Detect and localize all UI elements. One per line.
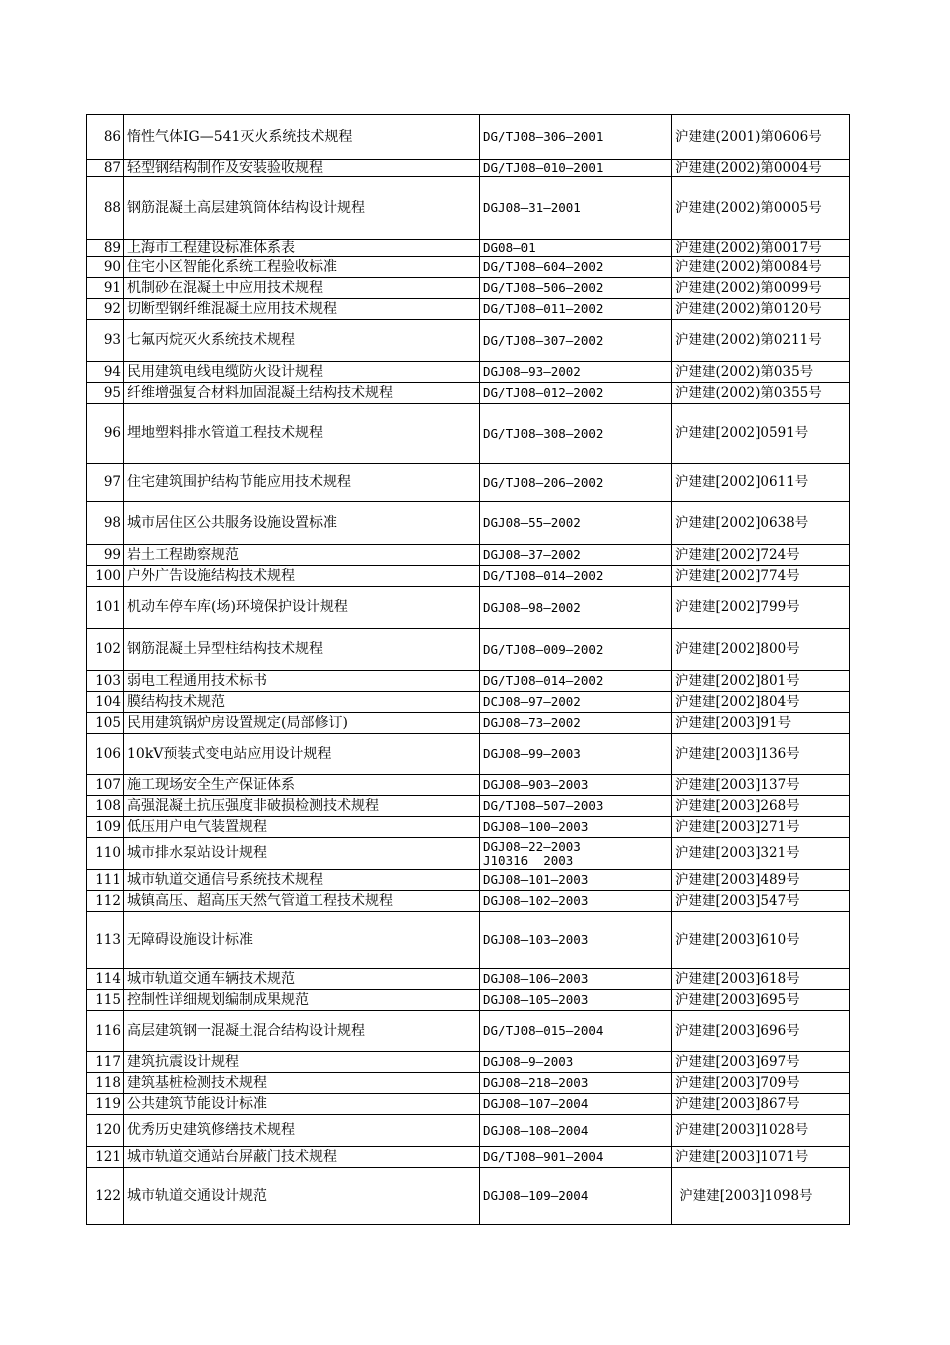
table-row xyxy=(87,671,850,692)
standard-code: DGJ08—9—2003 xyxy=(480,1052,672,1073)
approval-document-number: 沪建建[2002]774号 xyxy=(672,566,850,587)
standard-code: DGJ08—106—2003 xyxy=(480,969,672,990)
standard-code: DGJ08—103—2003 xyxy=(480,912,672,969)
standard-code: DG/TJ08—206—2002 xyxy=(480,464,672,502)
approval-document-number: 沪建建[2003]1098号 xyxy=(672,1168,850,1225)
standard-name: 七氟丙烷灭火系统技术规程 xyxy=(124,320,480,362)
row-number: 111 xyxy=(87,870,124,891)
approval-document-number: 沪建建(2002)第0017号 xyxy=(672,240,850,257)
row-number: 112 xyxy=(87,891,124,912)
standard-name: 钢筋混凝土异型柱结构技术规程 xyxy=(124,629,480,671)
approval-document-number: 沪建建[2003]91号 xyxy=(672,713,850,734)
standard-name: 高层建筑钢一混凝土混合结构设计规程 xyxy=(124,1011,480,1052)
approval-document-number: 沪建建[2003]547号 xyxy=(672,891,850,912)
row-number: 110 xyxy=(87,838,124,870)
standard-code: DG08—01 xyxy=(480,240,672,257)
table-row xyxy=(87,502,850,545)
row-number: 96 xyxy=(87,404,124,464)
approval-document-number: 沪建建[2003]709号 xyxy=(672,1073,850,1094)
standard-name: 弱电工程通用技术标书 xyxy=(124,671,480,692)
standard-name: 城市居住区公共服务设施设置标准 xyxy=(124,502,480,545)
standard-name: 埋地塑料排水管道工程技术规程 xyxy=(124,404,480,464)
table-row xyxy=(87,362,850,383)
approval-document-number: 沪建建[2002]804号 xyxy=(672,692,850,713)
standard-code: DGJ08—37—2002 xyxy=(480,545,672,566)
standard-name: 民用建筑锅炉房设置规定(局部修订) xyxy=(124,713,480,734)
standard-code: DGJ08—101—2003 xyxy=(480,870,672,891)
table-row xyxy=(87,838,850,870)
table-row xyxy=(87,278,850,299)
standard-code: DG/TJ08—011—2002 xyxy=(480,299,672,320)
standard-code: DG/TJ08—009—2002 xyxy=(480,629,672,671)
approval-document-number: 沪建建[2003]321号 xyxy=(672,838,850,870)
approval-document-number: 沪建建[2003]136号 xyxy=(672,734,850,775)
row-number: 117 xyxy=(87,1052,124,1073)
table-row xyxy=(87,566,850,587)
standard-name: 控制性详细规划编制成果规范 xyxy=(124,990,480,1011)
standard-name: 轻型钢结构制作及安装验收规程 xyxy=(124,160,480,177)
table-row xyxy=(87,990,850,1011)
approval-document-number: 沪建建(2002)第0004号 xyxy=(672,160,850,177)
table-row xyxy=(87,464,850,502)
table-row xyxy=(87,257,850,278)
standard-record-code: J10316 2003 xyxy=(483,852,574,868)
standard-code: DGJ08—100—2003 xyxy=(480,817,672,838)
approval-document-number: 沪建建[2003]489号 xyxy=(672,870,850,891)
row-number: 94 xyxy=(87,362,124,383)
standard-code: DG/TJ08—014—2002 xyxy=(480,671,672,692)
row-number: 116 xyxy=(87,1011,124,1052)
standard-code: DG/TJ08—308—2002 xyxy=(480,404,672,464)
table-row xyxy=(87,1115,850,1147)
table-row xyxy=(87,404,850,464)
standard-code: DGJ08—108—2004 xyxy=(480,1115,672,1147)
approval-document-number: 沪建建(2002)第0355号 xyxy=(672,383,850,404)
standard-code: DGJ08—109—2004 xyxy=(480,1168,672,1225)
approval-document-number: 沪建建[2003]271号 xyxy=(672,817,850,838)
standard-name: 纤维增强复合材料加固混凝土结构技术规程 xyxy=(124,383,480,404)
row-number: 103 xyxy=(87,671,124,692)
standard-name: 民用建筑电线电缆防火设计规程 xyxy=(124,362,480,383)
approval-document-number: 沪建建[2003]697号 xyxy=(672,1052,850,1073)
table-row xyxy=(87,383,850,404)
standard-code: DGJ08—107—2004 xyxy=(480,1094,672,1115)
approval-document-number: 沪建建[2003]696号 xyxy=(672,1011,850,1052)
standard-name: 上海市工程建设标准体系表 xyxy=(124,240,480,257)
standard-code: DGJ08—93—2002 xyxy=(480,362,672,383)
standard-name: 城市轨道交通站台屏蔽门技术规程 xyxy=(124,1147,480,1168)
standard-name: 城市轨道交通设计规范 xyxy=(124,1168,480,1225)
table-row xyxy=(87,870,850,891)
standards-table-body xyxy=(87,115,850,1225)
standard-name: 惰性气体IG—541灭火系统技术规程 xyxy=(124,115,480,160)
row-number: 97 xyxy=(87,464,124,502)
row-number: 122 xyxy=(87,1168,124,1225)
approval-document-number: 沪建建[2003]867号 xyxy=(672,1094,850,1115)
standard-code: DG/TJ08—012—2002 xyxy=(480,383,672,404)
row-number: 89 xyxy=(87,240,124,257)
row-number: 98 xyxy=(87,502,124,545)
standard-name: 切断型钢纤维混凝土应用技术规程 xyxy=(124,299,480,320)
standard-name: 户外广告设施结构技术规程 xyxy=(124,566,480,587)
standard-code: DGJ08—105—2003 xyxy=(480,990,672,1011)
table-row xyxy=(87,1094,850,1115)
standard-code: DGJ08—218—2003 xyxy=(480,1073,672,1094)
table-row xyxy=(87,969,850,990)
row-number: 118 xyxy=(87,1073,124,1094)
standard-code: DG/TJ08—507—2003 xyxy=(480,796,672,817)
standard-code: DGJ08—903—2003 xyxy=(480,775,672,796)
approval-document-number: 沪建建[2002]0611号 xyxy=(672,464,850,502)
row-number: 115 xyxy=(87,990,124,1011)
standard-name: 高强混凝土抗压强度非破损检测技术规程 xyxy=(124,796,480,817)
approval-document-number: 沪建建[2002]0638号 xyxy=(672,502,850,545)
standard-code-line: DGJ08—22—2003 xyxy=(483,839,581,855)
standard-code: DGJ08—73—2002 xyxy=(480,713,672,734)
standard-name: 建筑抗震设计规程 xyxy=(124,1052,480,1073)
approval-document-number: 沪建建[2003]1071号 xyxy=(672,1147,850,1168)
table-row xyxy=(87,713,850,734)
row-number: 121 xyxy=(87,1147,124,1168)
standard-code: DGJ08—31—2001 xyxy=(480,177,672,240)
standard-name: 城镇高压、超高压天然气管道工程技术规程 xyxy=(124,891,480,912)
approval-document-number: 沪建建[2002]724号 xyxy=(672,545,850,566)
table-row xyxy=(87,115,850,160)
row-number: 91 xyxy=(87,278,124,299)
table-row xyxy=(87,587,850,629)
standard-code: DGJ08—102—2003 xyxy=(480,891,672,912)
standard-code: DG/TJ08—307—2002 xyxy=(480,320,672,362)
table-row xyxy=(87,796,850,817)
standard-code: DG/TJ08—010—2001 xyxy=(480,160,672,177)
standard-name: 岩土工程勘察规范 xyxy=(124,545,480,566)
row-number: 104 xyxy=(87,692,124,713)
row-number: 113 xyxy=(87,912,124,969)
row-number: 93 xyxy=(87,320,124,362)
standard-name: 施工现场安全生产保证体系 xyxy=(124,775,480,796)
standard-code: DG/TJ08—506—2002 xyxy=(480,278,672,299)
approval-document-number: 沪建建[2002]0591号 xyxy=(672,404,850,464)
row-number: 88 xyxy=(87,177,124,240)
row-number: 120 xyxy=(87,1115,124,1147)
standard-name: 机制砂在混凝土中应用技术规程 xyxy=(124,278,480,299)
standard-code: DCJ08—97—2002 xyxy=(480,692,672,713)
approval-document-number: 沪建建[2003]1028号 xyxy=(672,1115,850,1147)
table-row xyxy=(87,1168,850,1225)
table-row xyxy=(87,912,850,969)
row-number: 106 xyxy=(87,734,124,775)
row-number: 99 xyxy=(87,545,124,566)
standard-name: 低压用户电气装置规程 xyxy=(124,817,480,838)
approval-document-number: 沪建建[2002]801号 xyxy=(672,671,850,692)
approval-document-number: 沪建建[2002]799号 xyxy=(672,587,850,629)
standard-code: DG/TJ08—014—2002 xyxy=(480,566,672,587)
approval-document-number: 沪建建(2001)第0606号 xyxy=(672,115,850,160)
standard-code: DG/TJ08—015—2004 xyxy=(480,1011,672,1052)
standard-code: DG/TJ08—901—2004 xyxy=(480,1147,672,1168)
table-row xyxy=(87,299,850,320)
standard-name: 城市轨道交通信号系统技术规程 xyxy=(124,870,480,891)
approval-document-number: 沪建建(2002)第0005号 xyxy=(672,177,850,240)
row-number: 105 xyxy=(87,713,124,734)
approval-document-number: 沪建建[2003]268号 xyxy=(672,796,850,817)
row-number: 108 xyxy=(87,796,124,817)
row-number: 90 xyxy=(87,257,124,278)
approval-document-number: 沪建建(2002)第0120号 xyxy=(672,299,850,320)
approval-document-number: 沪建建[2003]137号 xyxy=(672,775,850,796)
standard-name: 钢筋混凝土高层建筑筒体结构设计规程 xyxy=(124,177,480,240)
standard-code: DGJ08—98—2002 xyxy=(480,587,672,629)
row-number: 101 xyxy=(87,587,124,629)
table-row xyxy=(87,240,850,257)
standard-code: DG/TJ08—306—2001 xyxy=(480,115,672,160)
standard-name: 城市排水泵站设计规程 xyxy=(124,838,480,870)
standard-name: 公共建筑节能设计标准 xyxy=(124,1094,480,1115)
row-number: 114 xyxy=(87,969,124,990)
table-row xyxy=(87,177,850,240)
approval-document-number: 沪建建[2003]610号 xyxy=(672,912,850,969)
row-number: 86 xyxy=(87,115,124,160)
standard-name: 无障碍设施设计标准 xyxy=(124,912,480,969)
table-row xyxy=(87,629,850,671)
table-row xyxy=(87,545,850,566)
approval-document-number: 沪建建[2003]695号 xyxy=(672,990,850,1011)
row-number: 102 xyxy=(87,629,124,671)
standard-code: DG/TJ08—604—2002 xyxy=(480,257,672,278)
row-number: 100 xyxy=(87,566,124,587)
standard-code: DGJ08—55—2002 xyxy=(480,502,672,545)
standard-name: 住宅建筑围护结构节能应用技术规程 xyxy=(124,464,480,502)
standard-name: 10kV预装式变电站应用设计规程 xyxy=(124,734,480,775)
table-row xyxy=(87,775,850,796)
approval-document-number: 沪建建(2002)第035号 xyxy=(672,362,850,383)
table-row xyxy=(87,160,850,177)
standard-name: 城市轨道交通车辆技术规范 xyxy=(124,969,480,990)
row-number: 107 xyxy=(87,775,124,796)
table-row xyxy=(87,1052,850,1073)
table-row xyxy=(87,320,850,362)
table-row xyxy=(87,692,850,713)
standard-code xyxy=(480,838,672,870)
standard-name: 机动车停车库(场)环境保护设计规程 xyxy=(124,587,480,629)
standards-table xyxy=(86,114,850,1225)
standard-name: 住宅小区智能化系统工程验收标准 xyxy=(124,257,480,278)
table-row xyxy=(87,891,850,912)
approval-document-number: 沪建建(2002)第0211号 xyxy=(672,320,850,362)
standard-name: 膜结构技术规范 xyxy=(124,692,480,713)
row-number: 109 xyxy=(87,817,124,838)
table-row xyxy=(87,734,850,775)
standard-name: 建筑基桩检测技术规程 xyxy=(124,1073,480,1094)
row-number: 119 xyxy=(87,1094,124,1115)
row-number: 92 xyxy=(87,299,124,320)
row-number: 87 xyxy=(87,160,124,177)
standard-code: DGJ08—99—2003 xyxy=(480,734,672,775)
table-row xyxy=(87,1147,850,1168)
approval-document-number: 沪建建[2002]800号 xyxy=(672,629,850,671)
approval-document-number: 沪建建[2003]618号 xyxy=(672,969,850,990)
table-row xyxy=(87,1073,850,1094)
approval-document-number: 沪建建(2002)第0099号 xyxy=(672,278,850,299)
standard-name: 优秀历史建筑修缮技术规程 xyxy=(124,1115,480,1147)
table-row xyxy=(87,817,850,838)
approval-document-number: 沪建建(2002)第0084号 xyxy=(672,257,850,278)
row-number: 95 xyxy=(87,383,124,404)
table-row xyxy=(87,1011,850,1052)
